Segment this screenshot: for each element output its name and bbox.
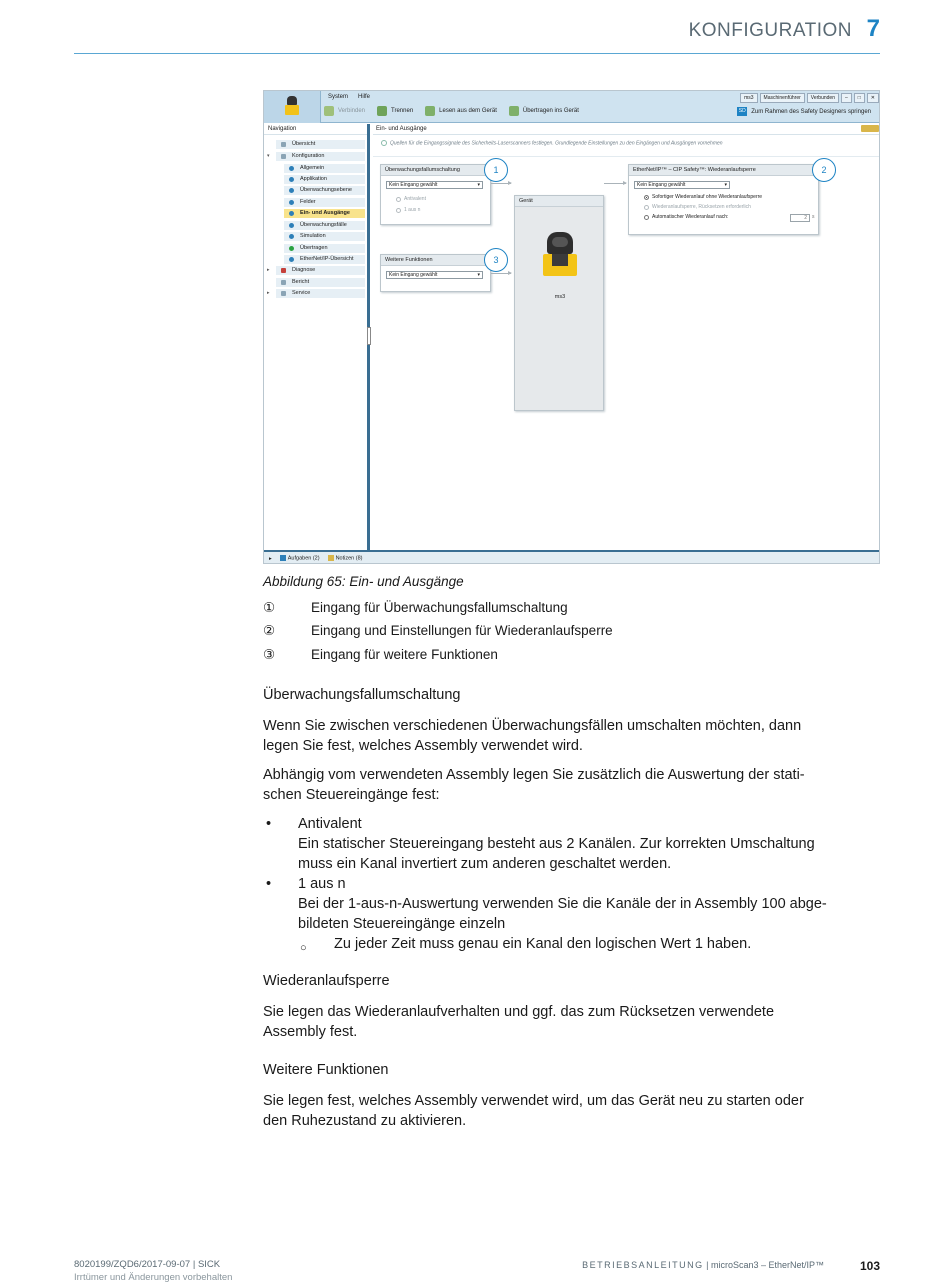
device-logo — [264, 91, 321, 123]
monitoring-cases-icon — [289, 223, 294, 228]
jump-to-safety-designer[interactable]: SD Zum Rahmen des Safety Designers springen — [738, 108, 871, 115]
minimize-button[interactable]: – — [841, 93, 852, 103]
fields-icon — [289, 200, 294, 205]
panel-title: Gerät — [515, 196, 603, 207]
toolbar-actions — [324, 106, 579, 116]
footer-document-title: BETRIEBSANLEITUNG | microScan3 – EtherNet/IP™ — [582, 1260, 824, 1270]
read-icon — [425, 106, 435, 116]
report-icon — [281, 280, 286, 285]
nav-item-monitoring-plane[interactable]: Überwachungsebene — [284, 186, 365, 195]
device-button[interactable]: ms3 — [740, 93, 757, 103]
header-divider — [74, 53, 880, 54]
nav-item-simulation[interactable]: Simulation — [284, 232, 365, 241]
menu-help[interactable]: Hilfe — [358, 94, 371, 100]
panel-title: EtherNet/IP™ – CIP Safety™: Wiederanlaufsperre — [629, 165, 818, 176]
option-automatic-restart[interactable]: Automatischer Wiederanlauf nach: — [644, 214, 728, 220]
figure-caption: Abbildung 65: Ein- und Ausgänge — [263, 574, 464, 589]
monitoring-input-select[interactable]: Kein Eingang gewählt ▾ — [386, 181, 483, 189]
signal-arrow — [491, 273, 511, 274]
restart-input-select[interactable]: Kein Eingang gewählt ▾ — [634, 181, 730, 189]
legend-text: Eingang für weitere Funktionen — [311, 647, 498, 662]
document-id: 8020199/ZQD6/2017-09-07 | SICK — [74, 1259, 221, 1270]
panel-title: Überwachungsfallumschaltung — [381, 165, 490, 176]
navigation-panel — [264, 124, 370, 550]
legend-item — [263, 623, 613, 639]
option-1-of-n[interactable]: 1 aus n — [396, 207, 420, 213]
main-content — [373, 124, 880, 550]
status-bar — [264, 550, 880, 564]
splitter-handle[interactable] — [367, 327, 371, 345]
page-number: 103 — [859, 1259, 880, 1273]
chevron-down-icon: ▾ — [477, 182, 480, 188]
nav-item-general[interactable]: Allgemein — [284, 164, 365, 173]
service-icon — [281, 291, 286, 296]
chevron-down-icon: ▾ — [477, 272, 480, 278]
connect-icon — [324, 106, 334, 116]
legend-text: Eingang für Überwachungsfallumschaltung — [311, 600, 568, 615]
safety-laser-scanner-image — [542, 232, 578, 278]
more-functions-input-select[interactable]: Kein Eingang gewählt ▾ — [386, 271, 483, 279]
view-icons[interactable] — [861, 125, 879, 132]
transfer-icon — [509, 106, 519, 116]
monitoring-plane-icon — [289, 188, 294, 193]
legend-text: Eingang und Einstellungen für Wiederanlaufsperre — [311, 623, 613, 638]
signal-arrow — [491, 183, 511, 184]
option-restart-interlock-reset[interactable]: Wiederanlaufsperre, Rücksetzen erforderlich — [644, 204, 751, 210]
section-heading: Weitere Funktionen — [263, 1062, 389, 1078]
inputs-outputs-icon — [289, 211, 294, 216]
delay-unit: s — [812, 214, 815, 220]
disconnect-icon — [377, 106, 387, 116]
paragraph: Abhängig vom verwendeten Assembly legen Sie zusätzlich die Auswertung der stati- schen Steuereingänge fest: — [263, 767, 805, 803]
nav-item-inputs-outputs[interactable]: Ein- und Ausgänge — [284, 209, 365, 218]
nav-item-configuration[interactable]: Konfiguration — [276, 152, 365, 161]
transfer-icon — [289, 246, 294, 251]
legend-item — [263, 600, 568, 616]
nav-item-fields[interactable]: Felder — [284, 198, 365, 207]
hint-text: Quellen für die Eingangssignale des Sicherheits-Laserscanners festlegen. Grundlegende Einstellungen zu den Eingängen und Ausgängen vornehmen — [381, 140, 723, 146]
callout-1: 1 — [484, 158, 508, 182]
chevron-down-icon: ▾ — [724, 182, 727, 188]
legend-item — [263, 647, 498, 663]
configuration-icon — [281, 154, 286, 159]
disclaimer: Irrtümer und Änderungen vorbehalten — [74, 1272, 233, 1283]
menu-system[interactable]: System — [328, 94, 349, 100]
application-icon — [289, 177, 294, 182]
connect-button[interactable]: Verbinden — [324, 106, 365, 116]
bullet-marker: • — [266, 876, 272, 892]
panel-title: Weitere Funktionen — [381, 255, 490, 266]
nav-item-diagnosis[interactable]: Diagnose — [276, 266, 365, 275]
menu-bar — [328, 94, 370, 100]
nav-item-overview[interactable]: Übersicht — [276, 140, 365, 149]
collapse-icon[interactable]: ▸ — [267, 290, 270, 296]
disconnect-button[interactable]: Trennen — [377, 106, 413, 116]
panel-restart-interlock — [628, 164, 819, 235]
paragraph: Sie legen fest, welches Assembly verwendet wird, um das Gerät neu zu starten oder den Ruhezustand zu aktivieren. — [263, 1093, 804, 1129]
safety-designer-icon: SD — [738, 108, 746, 114]
device-name: ms3 — [554, 294, 566, 300]
sub-bullet-marker: ○ — [300, 942, 307, 954]
option-antivalent[interactable]: Antivalent — [396, 196, 426, 202]
nav-item-report[interactable]: Bericht — [276, 278, 365, 287]
expand-icon[interactable]: ▾ — [267, 153, 270, 159]
section-heading: Überwachungsfallumschaltung — [263, 687, 461, 703]
nav-item-transfer[interactable]: Übertragen — [284, 244, 365, 253]
bullet-marker: • — [266, 816, 272, 832]
nav-item-application[interactable]: Applikation — [284, 175, 365, 184]
flag-icon — [280, 555, 286, 561]
general-icon — [289, 166, 294, 171]
section-title: KONFIGURATION — [688, 20, 852, 41]
simulation-icon — [289, 234, 294, 239]
window-buttons — [740, 93, 879, 103]
main-title: Ein- und Ausgänge — [376, 126, 427, 132]
info-icon — [381, 140, 387, 146]
restart-delay-input[interactable]: 2 — [790, 214, 810, 222]
diagnosis-icon — [281, 268, 286, 273]
connection-status-button[interactable]: Verbunden — [807, 93, 839, 103]
scanner-icon — [285, 96, 299, 116]
note-icon — [328, 555, 334, 561]
tasks-tab[interactable]: Aufgaben (2) — [280, 555, 320, 561]
option-immediate-restart[interactable]: Sofortiger Wiederanlauf ohne Wiederanlaufsperre — [644, 194, 762, 200]
overview-icon — [281, 142, 286, 147]
nav-item-ethernetip-overview[interactable]: EtherNet/IP-Übersicht — [284, 255, 365, 264]
paragraph: Wenn Sie zwischen verschiedenen Überwachungsfällen umschalten möchten, dann legen Sie fest, welches Assembly verwendet wird. — [263, 718, 802, 754]
read-from-device-button[interactable]: Lesen aus dem Gerät — [425, 106, 497, 116]
signal-arrow — [604, 183, 626, 184]
legend-number: ③ — [263, 647, 276, 662]
legend-number: ② — [263, 623, 276, 638]
collapse-icon[interactable]: ▸ — [267, 267, 270, 273]
chapter-number: 7 — [866, 15, 880, 42]
transfer-to-device-button[interactable]: Übertragen ins Gerät — [509, 106, 579, 116]
callout-3: 3 — [484, 248, 508, 272]
close-button[interactable]: ✕ — [867, 93, 879, 103]
panel-monitoring-switch — [380, 164, 491, 225]
expand-icon[interactable]: ▸ — [269, 555, 272, 562]
maximize-button[interactable]: □ — [854, 93, 865, 103]
callout-2: 2 — [812, 158, 836, 182]
nav-item-monitoring-cases[interactable]: Überwachungsfälle — [284, 221, 365, 230]
panel-more-functions — [380, 254, 491, 292]
nav-item-service[interactable]: Service — [276, 289, 365, 298]
notes-tab[interactable]: Notizen (8) — [328, 555, 363, 561]
navigation-title: Navigation — [264, 124, 367, 135]
paragraph: Sie legen das Wiederanlaufverhalten und ggf. das zum Rücksetzen verwendete Assembly fest. — [263, 1004, 775, 1040]
app-toolbar — [264, 91, 880, 123]
ethernetip-icon — [289, 257, 294, 262]
panel-device — [514, 195, 604, 411]
software-screenshot — [263, 90, 880, 564]
legend-number: ① — [263, 600, 276, 615]
section-heading: Wiederanlaufsperre — [263, 973, 390, 989]
role-button[interactable]: Maschinenführer — [760, 93, 805, 103]
